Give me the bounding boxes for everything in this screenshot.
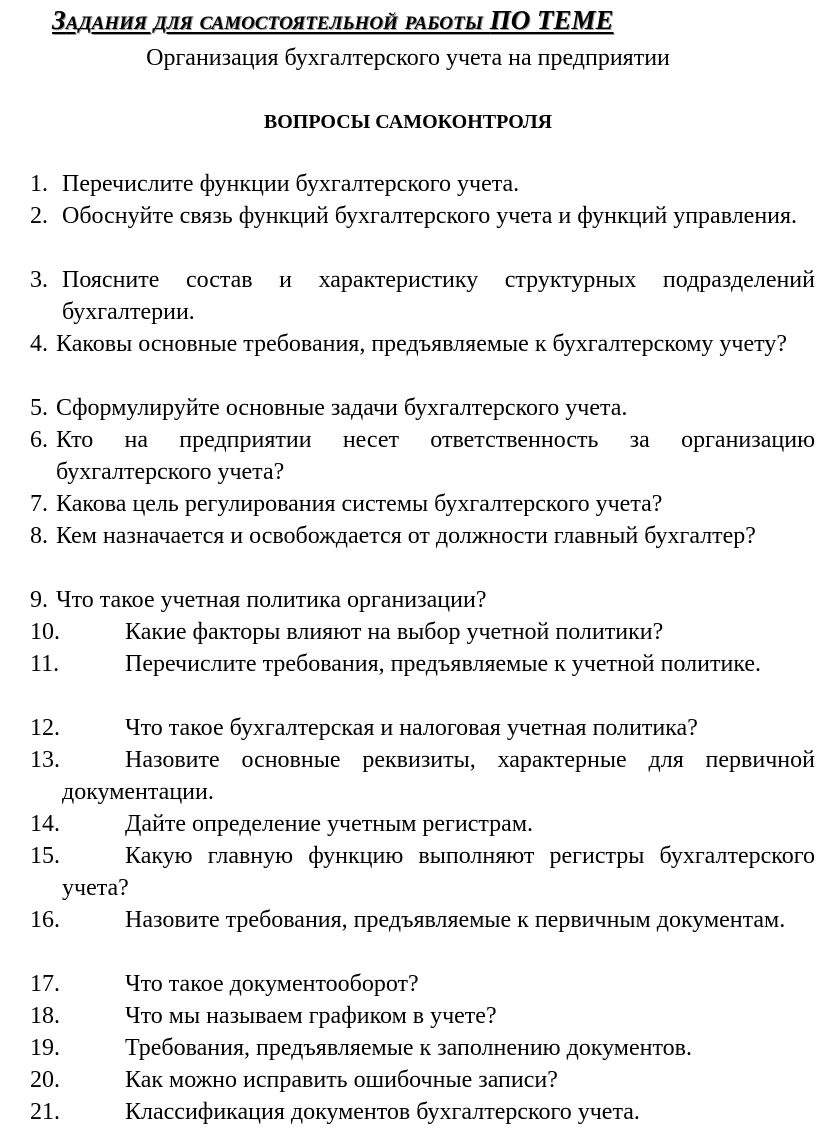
list-item bbox=[30, 840, 815, 904]
list-item bbox=[30, 744, 815, 808]
page-title bbox=[52, 2, 792, 38]
list-item bbox=[30, 424, 815, 488]
question-text: Обоснуйте связь функций бухгалтерского учета и функций управления. bbox=[62, 203, 798, 229]
question-text: Классификация документов бухгалтерского учета. bbox=[125, 1099, 640, 1125]
question-number: 6. bbox=[30, 427, 48, 453]
title-first-letter: З bbox=[52, 5, 66, 35]
question-text: Что такое бухгалтерская и налоговая учетная политика? bbox=[125, 715, 698, 741]
question-text: Требования, предъявляемые к заполнению документов. bbox=[125, 1035, 692, 1061]
list-item bbox=[30, 392, 815, 424]
question-text: Назовите требования, предъявляемые к первичным документам. bbox=[125, 907, 786, 933]
question-text: Какую главную функцию выполняют регистры бухгалтерского учета? bbox=[62, 843, 815, 901]
question-number: 18. bbox=[30, 1003, 60, 1029]
list-item bbox=[30, 808, 815, 840]
question-text: Что такое учетная политика организации? bbox=[56, 587, 487, 613]
list-item bbox=[30, 1000, 815, 1032]
list-item bbox=[30, 200, 815, 232]
question-text: Дайте определение учетным регистрам. bbox=[125, 811, 533, 837]
question-number: 9. bbox=[30, 587, 48, 613]
list-item bbox=[30, 616, 815, 648]
question-number: 7. bbox=[30, 491, 48, 517]
question-text: Как можно исправить ошибочные записи? bbox=[125, 1067, 558, 1093]
question-text: Перечислите требования, предъявляемые к учетной политике. bbox=[125, 651, 762, 677]
list-item bbox=[30, 328, 815, 360]
list-item bbox=[30, 904, 815, 936]
list-item bbox=[30, 968, 815, 1000]
title-tail: ПО ТЕМЕ bbox=[489, 5, 614, 35]
question-number: 19. bbox=[30, 1035, 60, 1061]
list-item bbox=[30, 584, 815, 616]
question-number: 17. bbox=[30, 971, 60, 997]
section-heading: ВОПРОСЫ САМОКОНТРОЛЯ bbox=[263, 111, 553, 133]
question-number: 21. bbox=[30, 1099, 60, 1125]
question-text: Какие факторы влияют на выбор учетной политики? bbox=[125, 619, 664, 645]
question-number: 13. bbox=[30, 747, 60, 773]
question-number: 15. bbox=[30, 843, 60, 869]
list-item bbox=[30, 1096, 815, 1128]
list-item bbox=[30, 712, 815, 744]
question-text: Какова цель регулирования системы бухгалтерского учета? bbox=[56, 491, 663, 517]
question-number: 11. bbox=[30, 651, 60, 677]
list-item bbox=[30, 168, 815, 200]
question-text: Что мы называем графиком в учете? bbox=[125, 1003, 497, 1029]
list-item bbox=[30, 1032, 815, 1064]
question-number: 5. bbox=[30, 395, 48, 421]
question-number: 2. bbox=[30, 203, 48, 229]
question-number: 16. bbox=[30, 907, 60, 933]
question-number: 14. bbox=[30, 811, 60, 837]
list-item bbox=[30, 488, 815, 520]
question-text: Назовите основные реквизиты, характерные для первичной документации. bbox=[62, 747, 815, 805]
question-number: 12. bbox=[30, 715, 60, 741]
list-item bbox=[30, 648, 815, 680]
list-item bbox=[30, 520, 815, 552]
question-text: Что такое документооборот? bbox=[125, 971, 419, 997]
question-number: 20. bbox=[30, 1067, 60, 1093]
list-item bbox=[30, 264, 815, 328]
question-number: 8. bbox=[30, 523, 48, 549]
question-number: 3. bbox=[30, 267, 48, 293]
question-text: Кем назначается и освобождается от должности главный бухгалтер? bbox=[56, 523, 756, 549]
question-number: 10. bbox=[30, 619, 60, 645]
list-item bbox=[30, 1064, 815, 1096]
question-text: Кто на предприятии несет ответственность за организацию бухгалтерского учета? bbox=[56, 427, 815, 485]
question-text: Каковы основные требования, предъявляемые к бухгалтерскому учету? bbox=[56, 331, 787, 357]
question-text: Поясните состав и характеристику структурных подразделений бухгалтерии. bbox=[62, 267, 815, 325]
question-number: 4. bbox=[30, 331, 48, 357]
question-number: 1. bbox=[30, 171, 48, 197]
question-text: Перечислите функции бухгалтерского учета. bbox=[62, 171, 520, 197]
question-text: Сформулируйте основные задачи бухгалтерского учета. bbox=[56, 395, 628, 421]
page-subtitle: Организация бухгалтерского учета на предприятии bbox=[146, 45, 670, 71]
title-smallcaps-part: адания для самостоятельной работы bbox=[65, 5, 484, 35]
